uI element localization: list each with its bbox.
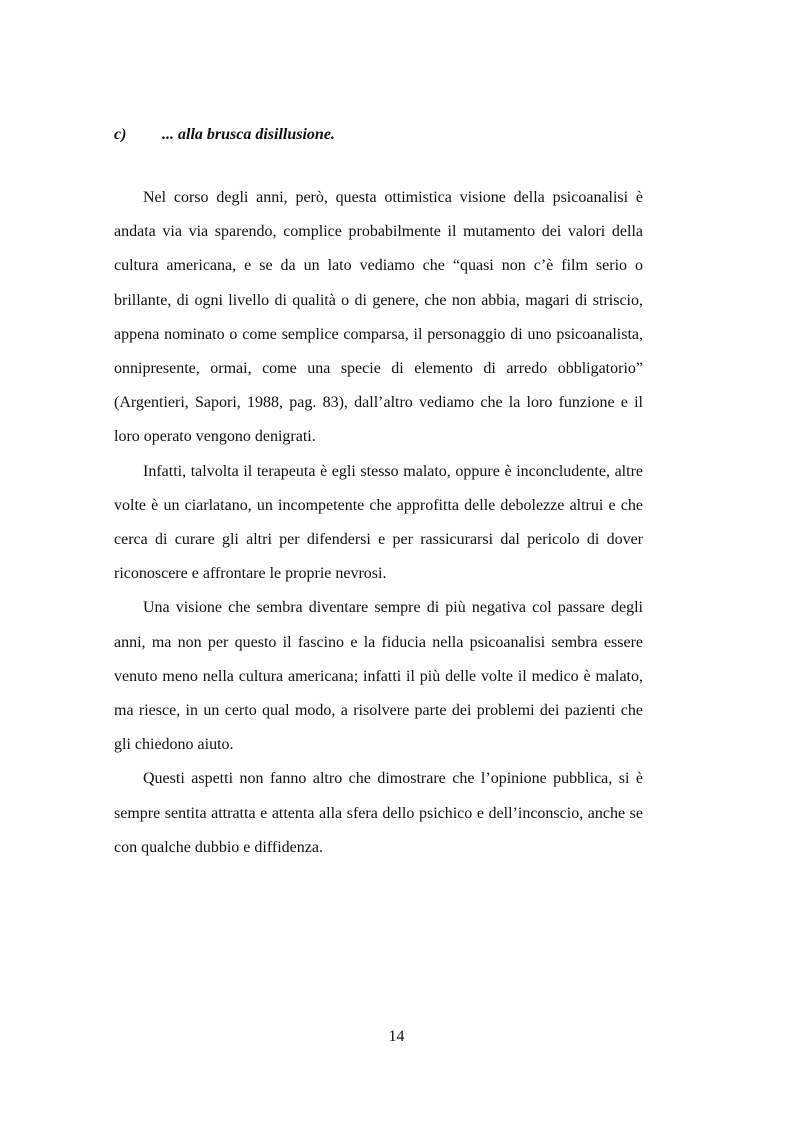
section-heading (114, 124, 644, 146)
paragraph: Questi aspetti non fanno altro che dimostrare che l’opinione pubblica, si è sempre sentita attratta e attenta alla sfera dello psichico e dell’inconscio, anche se con qualche dubbio e diffidenza. (114, 770, 643, 856)
body-text (114, 181, 643, 865)
page-number: 14 (388, 1028, 405, 1045)
paragraph: Una visione che sembra diventare sempre di più negativa col passare degli anni, ma non per questo il fascino e la fiducia nella psicoanalisi sembra essere venuto meno nella cultura americana; infatti il più delle volte il medico è malato, ma riesce, in un certo qual modo, a risolvere parte dei problemi dei pazienti che gli chiedono aiuto. (114, 599, 643, 754)
section-title: ... alla brusca disillusione. (162, 126, 335, 143)
paragraph: Infatti, talvolta il terapeuta è egli stesso malato, oppure è inconcludente, altre volte è un ciarlatano, un incompetente che approfitta delle debolezze altrui e che cerca di curare gli altri per difendersi e per rassicurarsi dal pericolo di dover riconoscere e affrontare le proprie nevrosi. (114, 462, 643, 583)
paragraph: Nel corso degli anni, però, questa ottimistica visione della psicoanalisi è andata via via sparendo, complice probabilmente il mutamento dei valori della cultura americana, e se da un lato vediamo che “quasi non c’è film serio o brillante, di ogni livello di qualità o di genere, che non abbia, magari di striscio, appena nominato o come semplice comparsa, il personaggio di uno psicoanalista, onnipresente, ormai, come una specie di elemento di arredo obbligatorio” (Argentieri, Sapori, 1988, pag. 83), dall’altro vediamo che la loro funzione e il loro operato vengono denigrati. (114, 189, 643, 446)
section-marker: c) (114, 126, 127, 143)
